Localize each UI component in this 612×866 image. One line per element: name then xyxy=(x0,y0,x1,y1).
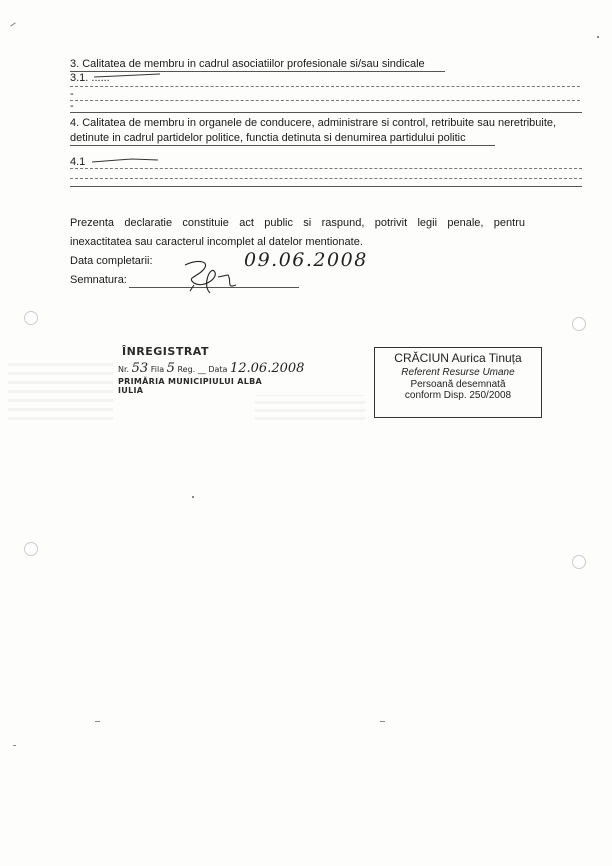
registration-data-value: 12.06.2008 xyxy=(229,361,305,376)
scan-speck xyxy=(192,496,194,498)
registration-nr-label: Nr. xyxy=(118,365,130,374)
pen-stroke-4-1 xyxy=(92,159,158,162)
section-4-title-line2: detinute in cadrul partidelor politice, functia detinuta si denumirea partidului politic xyxy=(70,132,466,144)
registration-stamp xyxy=(118,345,305,395)
registration-stamp-title: ÎNREGISTRAT xyxy=(122,345,209,358)
section-3-dash: - xyxy=(70,88,74,100)
registration-stamp-fields xyxy=(118,361,305,376)
designation-line4: conform Disp. 250/2008 xyxy=(404,390,512,401)
pen-stroke-3-1 xyxy=(94,74,160,77)
designation-role: Referent Resurse Umane xyxy=(401,367,515,378)
registration-fila-value: 5 xyxy=(166,361,175,376)
declaration-line-1: Prezenta declaratie constituie act public si raspund, potrivit legii penale, pentru xyxy=(70,217,525,229)
signature-scribble xyxy=(180,255,250,300)
section-4-item: 4.1 xyxy=(70,156,86,168)
registration-reg-label: Reg. xyxy=(177,365,196,374)
faint-stamp-right xyxy=(255,395,365,420)
designation-stamp xyxy=(374,347,542,418)
punch-hole-left-top xyxy=(24,311,38,325)
date-label: Data completarii: xyxy=(70,255,153,267)
scan-speck xyxy=(95,721,100,722)
section-3-title: 3. Calitatea de membru in cadrul asociatiilor profesionale si/sau sindicale xyxy=(70,58,425,70)
registration-nr-value: 53 xyxy=(131,361,149,376)
section-4-title-line1: 4. Calitatea de membru in organele de conducere, administrare si control, retribuite sau neretribuite, xyxy=(70,117,557,129)
punch-hole-left-bottom xyxy=(24,542,38,556)
designation-line3: Persoană desemnată xyxy=(410,379,506,390)
declaration-line-2: inexactitatea sau caracterul incomplet al datelor mentionate. xyxy=(70,236,363,248)
punch-hole-right-bottom xyxy=(572,555,586,569)
scan-speck xyxy=(13,745,16,746)
registration-institution: PRIMĂRIA MUNICIPIULUI ALBA IULIA xyxy=(118,377,263,395)
registration-data-label: Data xyxy=(208,365,228,374)
section-3-dash: - xyxy=(70,100,74,112)
section-3-item: 3.1. ...... xyxy=(70,72,110,84)
registration-fila-label: Fila xyxy=(150,365,165,374)
scan-speck xyxy=(380,721,385,722)
registration-reg-blank: __ xyxy=(197,365,206,374)
punch-hole-right-top xyxy=(572,317,586,331)
signature-label: Semnatura: xyxy=(70,274,127,286)
designation-name: CRĂCIUN Aurica Tinuța xyxy=(394,351,522,365)
date-value-handwritten: 09.06.2008 xyxy=(244,249,368,271)
faint-stamp-left xyxy=(8,360,113,420)
